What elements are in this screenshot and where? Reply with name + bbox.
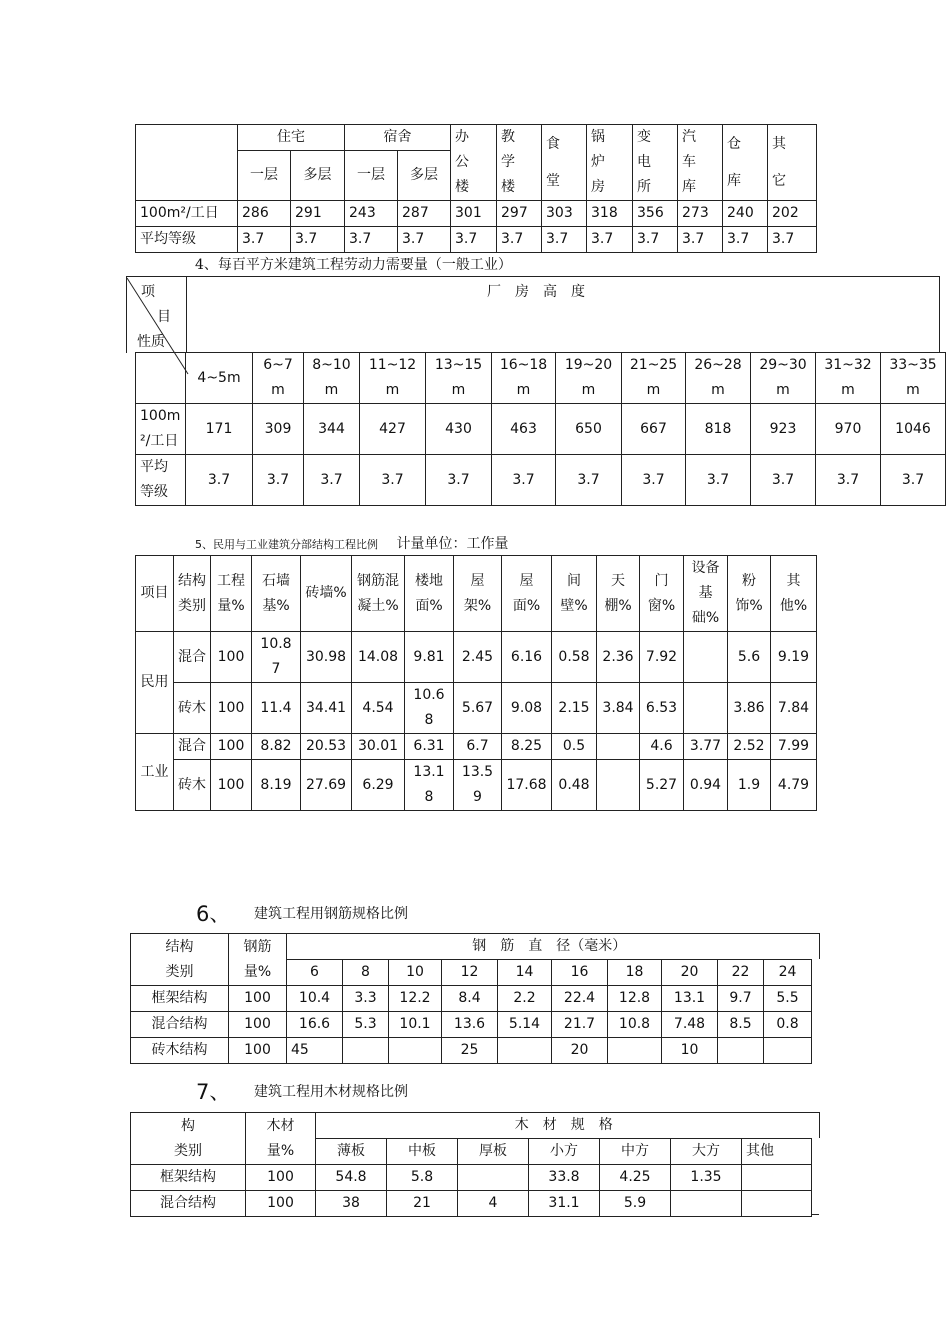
caption-table-5 — [195, 533, 508, 553]
cell: 3.7 — [398, 227, 451, 253]
cell: 100 — [211, 734, 252, 760]
cell: 427 — [360, 404, 426, 455]
height-col: 13~15m — [426, 353, 492, 404]
cell: 3.7 — [622, 455, 686, 506]
cell: 22.4 — [552, 986, 608, 1012]
cell — [764, 1038, 812, 1064]
table-4-header-block — [126, 276, 940, 353]
cell: 10.87 — [252, 632, 301, 683]
cell: 100 — [211, 760, 252, 811]
row-label-area-per-workday: 100m²/工日 — [136, 201, 238, 227]
cell: 20.53 — [301, 734, 352, 760]
cell: 1.35 — [671, 1165, 742, 1191]
header-structure-type — [131, 934, 229, 986]
cell: 286 — [238, 201, 291, 227]
spec-col: 厚板 — [458, 1139, 529, 1165]
height-col: 31~32m — [816, 353, 881, 404]
cell: 0.48 — [552, 760, 597, 811]
cell: 3.7 — [542, 227, 587, 253]
corner-label-nature: 性质 — [137, 334, 165, 350]
header-brick-wall: 砖墙% — [301, 556, 352, 632]
spec-col: 小方 — [529, 1139, 600, 1165]
cell: 17.68 — [502, 760, 552, 811]
cell: 11.4 — [252, 683, 301, 734]
cell: 3.3 — [343, 986, 389, 1012]
cell: 8.5 — [718, 1012, 764, 1038]
cell: 3.7 — [723, 227, 768, 253]
cell: 4.54 — [352, 683, 405, 734]
header-plant-height: 厂 房 高 度 — [487, 284, 585, 300]
height-col: 8~10m — [304, 353, 360, 404]
cell: 970 — [816, 404, 881, 455]
diameter-col: 6 — [287, 960, 343, 986]
cell: 5.14 — [498, 1012, 552, 1038]
row-label-area-per-workday: 100m²/工日 — [136, 404, 186, 455]
cell: 45 — [287, 1038, 343, 1064]
header-structure-type — [131, 1113, 246, 1165]
header-other-text: 其它 — [772, 135, 786, 189]
cell: 混合 — [174, 632, 211, 683]
cell: 344 — [304, 404, 360, 455]
cell: 3.7 — [686, 455, 751, 506]
header-ceiling: 天棚% — [597, 556, 640, 632]
row-label-avg-grade: 平均等级 — [136, 227, 238, 253]
height-col: 19~20m — [556, 353, 622, 404]
cell: 2.45 — [454, 632, 502, 683]
header-boiler — [587, 125, 633, 201]
spec-col: 中板 — [387, 1139, 458, 1165]
cell: 3.7 — [238, 227, 291, 253]
cell: 25 — [442, 1038, 498, 1064]
row-label-avg-grade: 平均等级 — [136, 455, 186, 506]
cell: 309 — [253, 404, 304, 455]
header-stone-foundation: 石墙基% — [252, 556, 301, 632]
header-structure-line-1: 结构 — [165, 938, 194, 955]
cell: 4.6 — [640, 734, 684, 760]
cell: 4.79 — [771, 760, 817, 811]
cell: 30.98 — [301, 632, 352, 683]
cell — [343, 1038, 389, 1064]
diameter-col: 14 — [498, 960, 552, 986]
timber-spec-table — [130, 1112, 812, 1217]
cell: 463 — [492, 404, 556, 455]
header-warehouse-text: 仓库 — [727, 135, 741, 189]
cell: 430 — [426, 404, 492, 455]
cell: 100 — [211, 683, 252, 734]
cell — [498, 1038, 552, 1064]
height-col: 16~18m — [492, 353, 556, 404]
cell — [742, 1191, 812, 1217]
cell: 6.7 — [454, 734, 502, 760]
cell: 10.4 — [287, 986, 343, 1012]
cell: 3.7 — [678, 227, 723, 253]
cell — [458, 1165, 529, 1191]
cell: 6.29 — [352, 760, 405, 811]
cell — [597, 734, 640, 760]
cell: 202 — [768, 201, 817, 227]
cell: 10.1 — [389, 1012, 442, 1038]
cell: 12.8 — [608, 986, 662, 1012]
rebar-spec-table — [130, 933, 812, 1064]
diameter-col: 8 — [343, 960, 389, 986]
row-label: 框架结构 — [131, 1165, 246, 1191]
row-label: 框架结构 — [131, 986, 229, 1012]
header-steel-line-1: 钢筋 — [243, 938, 272, 955]
cell: 9.08 — [502, 683, 552, 734]
height-col: 11~12m — [360, 353, 426, 404]
cell: 12.2 — [389, 986, 442, 1012]
cell: 8.19 — [252, 760, 301, 811]
cell: 砖木 — [174, 683, 211, 734]
cell: 砖木 — [174, 760, 211, 811]
cell: 4 — [458, 1191, 529, 1217]
header-dorm-1f: 一层 — [345, 151, 398, 201]
header-steel-quantity — [229, 934, 287, 986]
labor-demand-industrial-table — [135, 352, 946, 506]
cell: 2.36 — [597, 632, 640, 683]
height-col: 21~25m — [622, 353, 686, 404]
cell: 16.6 — [287, 1012, 343, 1038]
header-timber-quantity — [246, 1113, 316, 1165]
group-civil: 民用 — [136, 632, 174, 734]
cell: 3.7 — [304, 455, 360, 506]
header-others: 其他% — [771, 556, 817, 632]
cell: 34.41 — [301, 683, 352, 734]
cell: 4.25 — [600, 1165, 671, 1191]
cell: 9.81 — [405, 632, 454, 683]
header-structure-line-2: 类别 — [165, 963, 194, 980]
header-canteen — [542, 125, 587, 201]
cell: 3.7 — [881, 455, 946, 506]
cell: 7.84 — [771, 683, 817, 734]
row-label: 砖木结构 — [131, 1038, 229, 1064]
cell: 7.48 — [662, 1012, 718, 1038]
cell: 303 — [542, 201, 587, 227]
cell: 3.7 — [426, 455, 492, 506]
cell: 3.7 — [497, 227, 542, 253]
caption-table-5-unit: 计量单位：工作量 — [396, 536, 509, 552]
diameter-col: 20 — [662, 960, 718, 986]
diameter-col: 12 — [442, 960, 498, 986]
cell — [742, 1165, 812, 1191]
cell: 3.7 — [492, 455, 556, 506]
cell: 240 — [723, 201, 768, 227]
labor-demand-civil-table — [135, 124, 817, 253]
header-structure-line-2: 类别 — [174, 1142, 202, 1159]
spec-col: 大方 — [671, 1139, 742, 1165]
cell: 21 — [387, 1191, 458, 1217]
cell: 2.15 — [552, 683, 597, 734]
diameter-col: 16 — [552, 960, 608, 986]
corner-label-item: 项 — [141, 284, 155, 300]
caption-table-7: 建筑工程用木材规格比例 — [254, 1084, 408, 1100]
cell: 5.5 — [764, 986, 812, 1012]
header-timber-spec: 木 材 规 格 — [316, 1113, 812, 1139]
cell: 3.86 — [728, 683, 771, 734]
cell: 100 — [211, 632, 252, 683]
cell: 13.6 — [442, 1012, 498, 1038]
cell: 667 — [622, 404, 686, 455]
cell: 3.7 — [345, 227, 398, 253]
cell: 33.8 — [529, 1165, 600, 1191]
cell: 3.84 — [597, 683, 640, 734]
header-garage — [678, 125, 723, 201]
height-col: 4~5m — [186, 353, 253, 404]
structure-ratio-table — [135, 555, 817, 811]
header-item: 项目 — [136, 556, 174, 632]
header-office — [451, 125, 497, 201]
cell — [671, 1191, 742, 1217]
table-corner — [136, 125, 238, 201]
row-label: 混合结构 — [131, 1012, 229, 1038]
header-truss: 屋架% — [454, 556, 502, 632]
height-col: 29~30m — [751, 353, 816, 404]
cell: 13.18 — [405, 760, 454, 811]
header-teaching-text: 教学楼 — [501, 129, 515, 195]
cell — [597, 760, 640, 811]
cell: 7.92 — [640, 632, 684, 683]
cell: 318 — [587, 201, 633, 227]
cell: 混合 — [174, 734, 211, 760]
cell: 8.4 — [442, 986, 498, 1012]
spec-col: 中方 — [600, 1139, 671, 1165]
cell: 13.1 — [662, 986, 718, 1012]
cell: 818 — [686, 404, 751, 455]
cell: 8.25 — [502, 734, 552, 760]
cell: 31.1 — [529, 1191, 600, 1217]
header-floor: 楼地面% — [405, 556, 454, 632]
cell: 7.99 — [771, 734, 817, 760]
cell: 3.7 — [253, 455, 304, 506]
section-number-7: 7、 — [196, 1080, 231, 1104]
cell: 6.31 — [405, 734, 454, 760]
cell: 100 — [229, 1012, 287, 1038]
cell: 3.77 — [684, 734, 728, 760]
cell: 243 — [345, 201, 398, 227]
header-finishing: 粉饰% — [728, 556, 771, 632]
cell: 0.94 — [684, 760, 728, 811]
diameter-col: 18 — [608, 960, 662, 986]
caption-table-5-title: 5、民用与工业建筑分部结构工程比例 — [195, 538, 378, 551]
cell — [684, 632, 728, 683]
cell: 100 — [246, 1191, 316, 1217]
section-number-6: 6、 — [196, 902, 231, 926]
cell: 291 — [291, 201, 345, 227]
cell: 3.7 — [633, 227, 678, 253]
cell: 3.7 — [291, 227, 345, 253]
cell: 5.9 — [600, 1191, 671, 1217]
diameter-col: 10 — [389, 960, 442, 986]
cell: 14.08 — [352, 632, 405, 683]
header-warehouse — [723, 125, 768, 201]
header-teaching — [497, 125, 542, 201]
cell: 5.6 — [728, 632, 771, 683]
cell: 54.8 — [316, 1165, 387, 1191]
header-equipment-base: 设备基础% — [684, 556, 728, 632]
header-residence: 住宅 — [238, 125, 345, 151]
cell: 297 — [497, 201, 542, 227]
cell: 9.7 — [718, 986, 764, 1012]
header-rc: 钢筋混凝土% — [352, 556, 405, 632]
cell: 5.27 — [640, 760, 684, 811]
cell: 1046 — [881, 404, 946, 455]
cell: 3.7 — [360, 455, 426, 506]
header-other — [768, 125, 817, 201]
table-4-corner-lower — [136, 353, 186, 404]
cell: 6.16 — [502, 632, 552, 683]
cell: 9.19 — [771, 632, 817, 683]
cell: 13.59 — [454, 760, 502, 811]
header-residence-1f: 一层 — [238, 151, 291, 201]
caption-table-6: 建筑工程用钢筋规格比例 — [254, 906, 408, 922]
cell: 301 — [451, 201, 497, 227]
diameter-col: 24 — [764, 960, 812, 986]
row-label: 混合结构 — [131, 1191, 246, 1217]
cell: 3.7 — [751, 455, 816, 506]
header-canteen-text: 食堂 — [546, 135, 560, 189]
cell: 21.7 — [552, 1012, 608, 1038]
cell: 3.7 — [451, 227, 497, 253]
cell: 3.7 — [556, 455, 622, 506]
height-col: 6~7m — [253, 353, 304, 404]
height-col: 33~35m — [881, 353, 946, 404]
cell: 100 — [229, 986, 287, 1012]
cell: 10 — [662, 1038, 718, 1064]
header-steel-line-2: 量% — [243, 963, 272, 980]
cell: 27.69 — [301, 760, 352, 811]
height-col: 26~28m — [686, 353, 751, 404]
group-industrial: 工业 — [136, 734, 174, 811]
cell — [608, 1038, 662, 1064]
cell: 8.82 — [252, 734, 301, 760]
cell: 356 — [633, 201, 678, 227]
cell — [389, 1038, 442, 1064]
cell — [684, 683, 728, 734]
spec-col: 其他 — [742, 1139, 812, 1165]
cell: 10.68 — [405, 683, 454, 734]
cell: 171 — [186, 404, 253, 455]
header-timber-line-1: 木材 — [266, 1117, 295, 1134]
cell: 273 — [678, 201, 723, 227]
header-garage-text: 汽车库 — [682, 129, 696, 195]
header-timber-line-2: 量% — [266, 1142, 295, 1159]
header-substation — [633, 125, 678, 201]
diameter-col: 22 — [718, 960, 764, 986]
cell: 6.53 — [640, 683, 684, 734]
cell: 923 — [751, 404, 816, 455]
cell: 100 — [246, 1165, 316, 1191]
header-doors-windows: 门窗% — [640, 556, 684, 632]
caption-table-4: 4、每百平方米建筑工程劳动力需要量（一般工业） — [195, 257, 512, 273]
cell: 1.9 — [728, 760, 771, 811]
cell: 20 — [552, 1038, 608, 1064]
header-partition: 间壁% — [552, 556, 597, 632]
cell: 3.7 — [587, 227, 633, 253]
cell: 287 — [398, 201, 451, 227]
header-residence-multi: 多层 — [291, 151, 345, 201]
cell — [718, 1038, 764, 1064]
spec-col: 薄板 — [316, 1139, 387, 1165]
cell: 5.67 — [454, 683, 502, 734]
cell: 2.2 — [498, 986, 552, 1012]
header-substation-text: 变电所 — [637, 129, 651, 195]
cell: 0.5 — [552, 734, 597, 760]
header-structure-type: 结构类别 — [174, 556, 211, 632]
header-roof: 屋面% — [502, 556, 552, 632]
cell: 3.7 — [816, 455, 881, 506]
header-dormitory: 宿舍 — [345, 125, 451, 151]
cell: 0.58 — [552, 632, 597, 683]
cell: 3.7 — [768, 227, 817, 253]
corner-label-item-2: 目 — [157, 309, 171, 325]
cell: 30.01 — [352, 734, 405, 760]
cell: 100 — [229, 1038, 287, 1064]
cell: 650 — [556, 404, 622, 455]
cell: 2.52 — [728, 734, 771, 760]
cell: 0.8 — [764, 1012, 812, 1038]
header-dorm-multi: 多层 — [398, 151, 451, 201]
header-boiler-text: 锅炉房 — [591, 129, 605, 195]
header-structure-line-1: 构 — [181, 1117, 195, 1134]
cell: 5.8 — [387, 1165, 458, 1191]
cell: 3.7 — [186, 455, 253, 506]
header-office-text: 办公楼 — [455, 129, 469, 195]
cell: 38 — [316, 1191, 387, 1217]
cell: 10.8 — [608, 1012, 662, 1038]
header-rebar-diameter: 钢 筋 直 径（毫米） — [287, 934, 812, 960]
header-quantity: 工程量% — [211, 556, 252, 632]
table-7-bottom-extension — [811, 1214, 819, 1215]
cell: 5.3 — [343, 1012, 389, 1038]
